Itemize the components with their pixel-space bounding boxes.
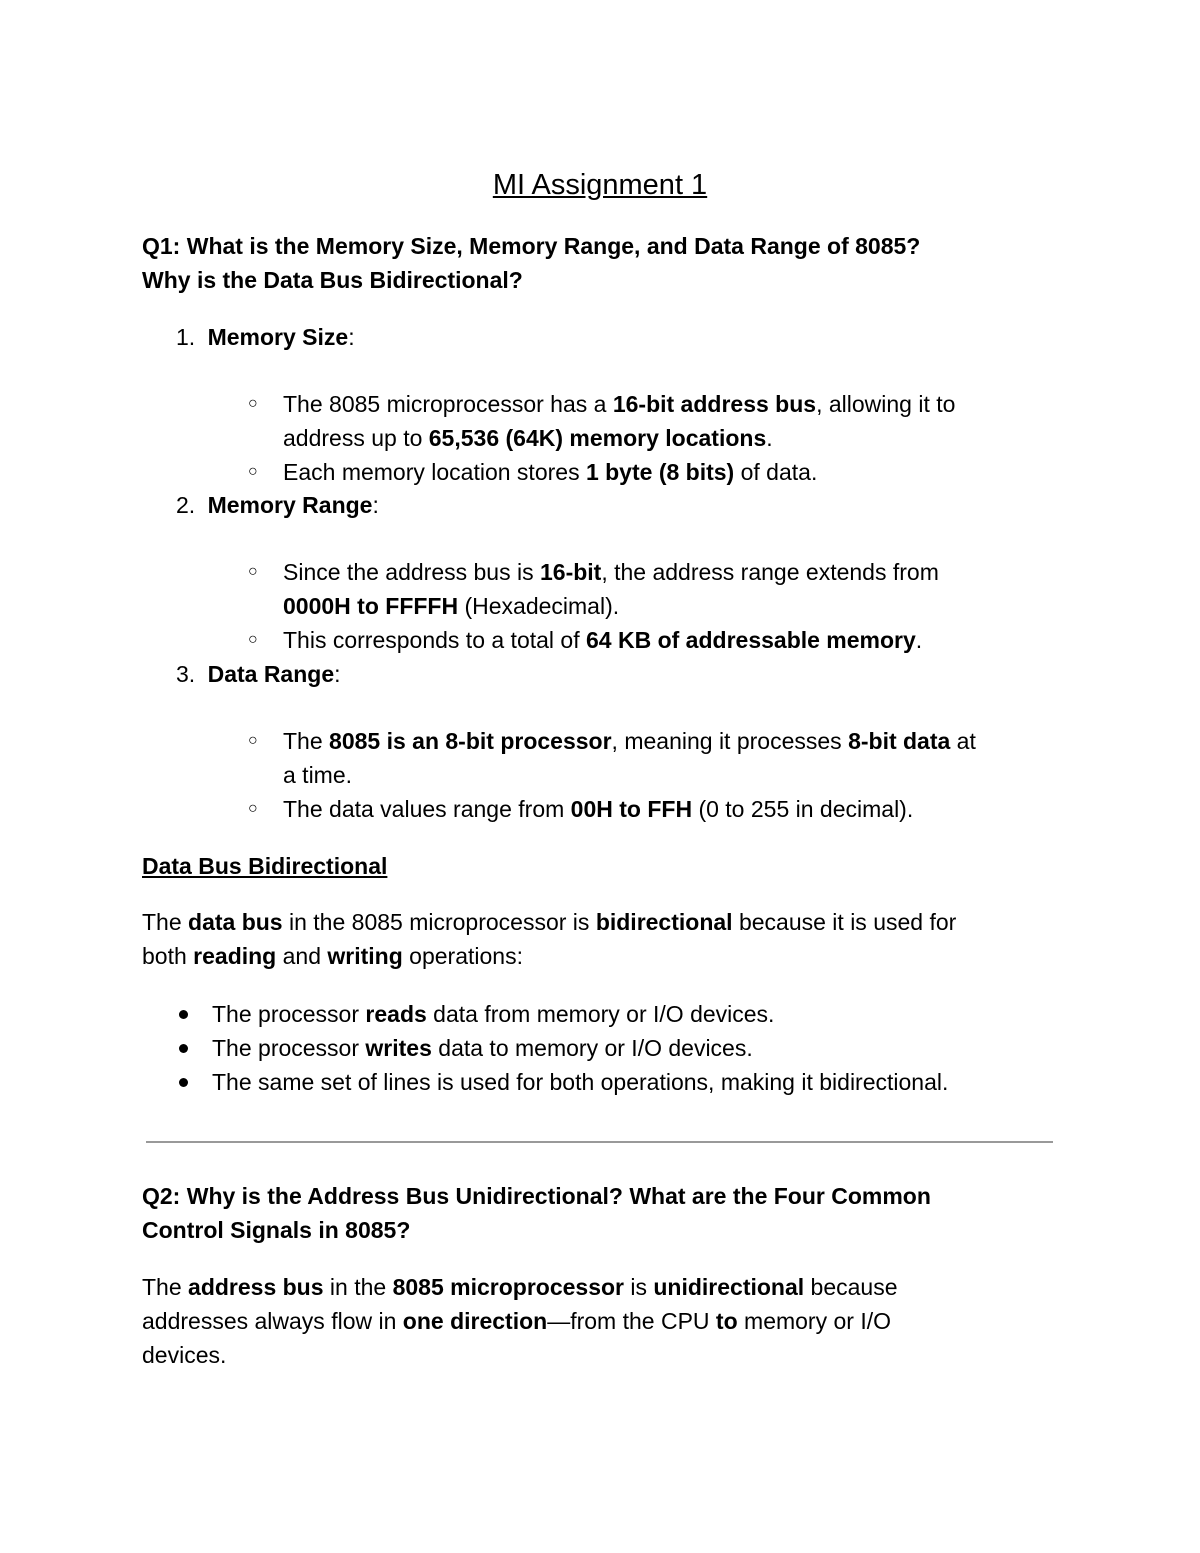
list-item: The 8085 is an 8-bit processor, meaning it processes 8-bit data at [283,728,976,754]
list-item-continued: 0000H to FFFFH (Hexadecimal). [283,593,620,619]
page-title: MI Assignment 1 [492,169,708,201]
paragraph-line: addresses always flow in one direction—from the CPU to memory or I/O [142,1308,891,1334]
section-suffix: : [334,661,341,687]
q1-heading-line1: Q1: What is the Memory Size, Memory Range, and Data Range of 8085? [142,233,921,259]
hollow-bullet-icon: ○ [248,563,258,580]
bullet-dot-icon [179,1010,188,1019]
list-item-continued: a time. [283,762,353,788]
section-label: Memory Size [207,324,349,350]
q1-heading-line2: Why is the Data Bus Bidirectional? [142,267,523,293]
section-suffix: : [372,492,379,518]
section-number: 3. [176,661,196,687]
list-item: The data values range from 00H to FFH (0 to 255 in decimal). [283,796,914,822]
subheading-data-bus: Data Bus Bidirectional [142,853,388,879]
hollow-bullet-icon: ○ [248,732,258,749]
section-number: 2. [176,492,196,518]
list-item-continued: address up to 65,536 (64K) memory locations. [283,425,773,451]
bullet-dot-icon [179,1078,188,1087]
list-item: The 8085 microprocessor has a 16-bit address bus, allowing it to [283,391,956,417]
list-item: The same set of lines is used for both operations, making it bidirectional. [212,1069,949,1095]
paragraph-line: The address bus in the 8085 microprocessor is unidirectional because [142,1274,898,1300]
hollow-bullet-icon: ○ [248,463,258,480]
section-suffix: : [348,324,355,350]
paragraph-line: devices. [142,1342,227,1368]
q2-heading-line1: Q2: Why is the Address Bus Unidirectional? What are the Four Common [142,1183,931,1209]
paragraph-line: The data bus in the 8085 microprocessor is bidirectional because it is used for [142,909,957,935]
paragraph-line: both reading and writing operations: [142,943,523,969]
list-item: Each memory location stores 1 byte (8 bits) of data. [283,459,818,485]
q2-heading-line2: Control Signals in 8085? [142,1217,411,1243]
hollow-bullet-icon: ○ [248,631,258,648]
section-number: 1. [176,324,196,350]
hollow-bullet-icon: ○ [248,395,258,412]
section-label: Data Range [207,661,335,687]
hollow-bullet-icon: ○ [248,800,258,817]
section-memory-size [176,323,355,351]
section-label: Memory Range [207,492,373,518]
section-data-range [176,660,341,688]
list-item: The processor writes data to memory or I/O devices. [212,1035,753,1061]
list-item: Since the address bus is 16-bit, the address range extends from [283,559,939,585]
horizontal-divider [146,1141,1053,1143]
list-item: The processor reads data from memory or I/O devices. [212,1001,775,1027]
bullet-dot-icon [179,1044,188,1053]
list-item: This corresponds to a total of 64 KB of addressable memory. [283,627,923,653]
section-memory-range [176,491,379,519]
